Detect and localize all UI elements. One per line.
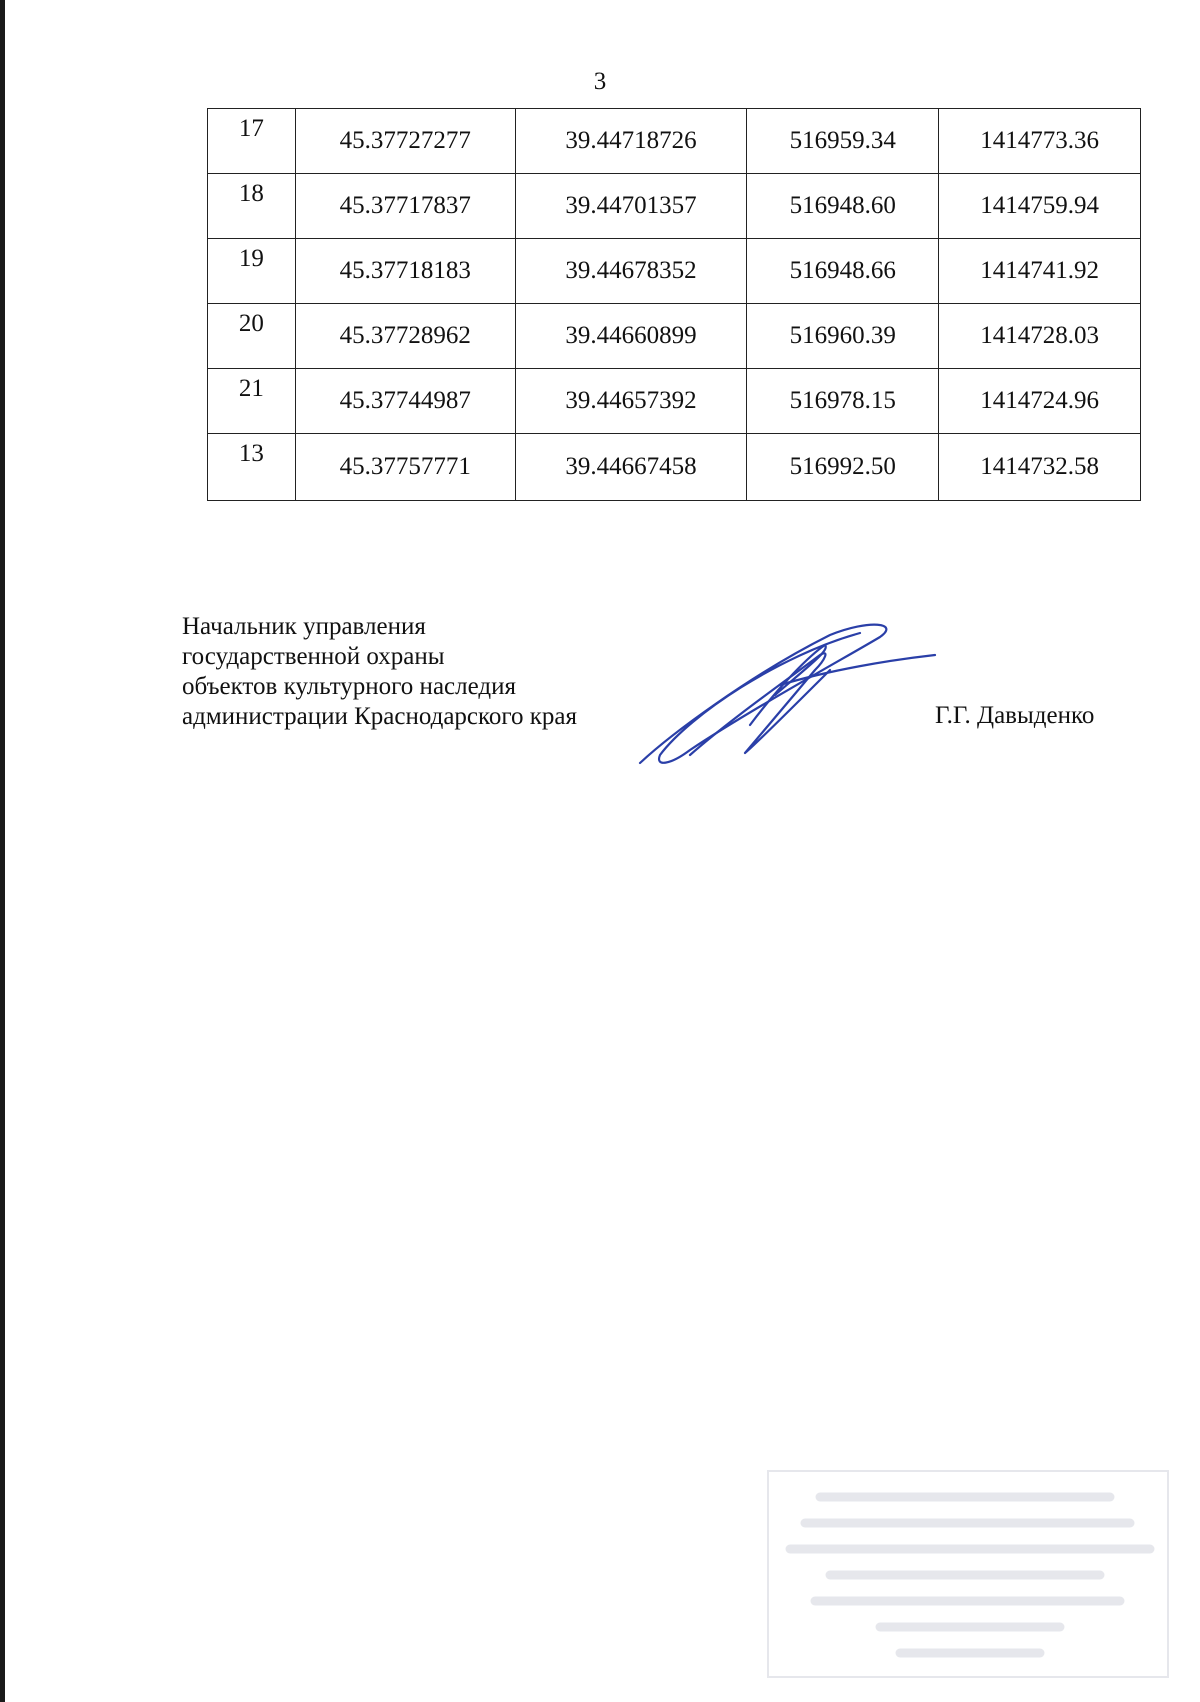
x-coordinate-cell: 516978.15 — [747, 369, 939, 434]
signer-title — [182, 612, 577, 732]
point-number: 20 — [208, 304, 296, 369]
signer-title-line: государственной охраны — [182, 643, 445, 670]
table-row — [208, 239, 1141, 304]
signer-title-line: Начальник управления — [182, 613, 426, 640]
point-number: 18 — [208, 174, 296, 239]
scan-left-edge — [0, 0, 5, 1702]
table-row — [208, 434, 1141, 501]
handwritten-signature — [630, 615, 950, 775]
table-row — [208, 369, 1141, 434]
table-row — [208, 304, 1141, 369]
longitude-cell: 39.44657392 — [515, 369, 747, 434]
y-coordinate-cell: 1414741.92 — [939, 239, 1141, 304]
longitude-cell: 39.44678352 — [515, 239, 747, 304]
latitude-cell: 45.37727277 — [295, 109, 515, 174]
point-number: 21 — [208, 369, 296, 434]
y-coordinate-cell: 1414732.58 — [939, 434, 1141, 501]
x-coordinate-cell: 516960.39 — [747, 304, 939, 369]
latitude-cell: 45.37757771 — [295, 434, 515, 501]
point-number: 19 — [208, 239, 296, 304]
page-number: 3 — [593, 68, 607, 95]
signer-title-line: администрации Краснодарского края — [182, 703, 578, 730]
latitude-cell: 45.37728962 — [295, 304, 515, 369]
y-coordinate-cell: 1414728.03 — [939, 304, 1141, 369]
x-coordinate-cell: 516948.60 — [747, 174, 939, 239]
signer-name: Г.Г. Давыденко — [935, 702, 1095, 729]
y-coordinate-cell: 1414724.96 — [939, 369, 1141, 434]
coordinates-table — [207, 108, 1141, 501]
point-number: 17 — [208, 109, 296, 174]
latitude-cell: 45.37717837 — [295, 174, 515, 239]
longitude-cell: 39.44701357 — [515, 174, 747, 239]
longitude-cell: 39.44660899 — [515, 304, 747, 369]
latitude-cell: 45.37744987 — [295, 369, 515, 434]
x-coordinate-cell: 516959.34 — [747, 109, 939, 174]
longitude-cell: 39.44667458 — [515, 434, 747, 501]
table-row — [208, 174, 1141, 239]
y-coordinate-cell: 1414759.94 — [939, 174, 1141, 239]
signer-title-line: объектов культурного наследия — [182, 673, 516, 700]
y-coordinate-cell: 1414773.36 — [939, 109, 1141, 174]
x-coordinate-cell: 516992.50 — [747, 434, 939, 501]
longitude-cell: 39.44718726 — [515, 109, 747, 174]
x-coordinate-cell: 516948.66 — [747, 239, 939, 304]
table-row — [208, 109, 1141, 174]
point-number: 13 — [208, 434, 296, 501]
faded-stamp-watermark — [760, 1465, 1180, 1685]
latitude-cell: 45.37718183 — [295, 239, 515, 304]
